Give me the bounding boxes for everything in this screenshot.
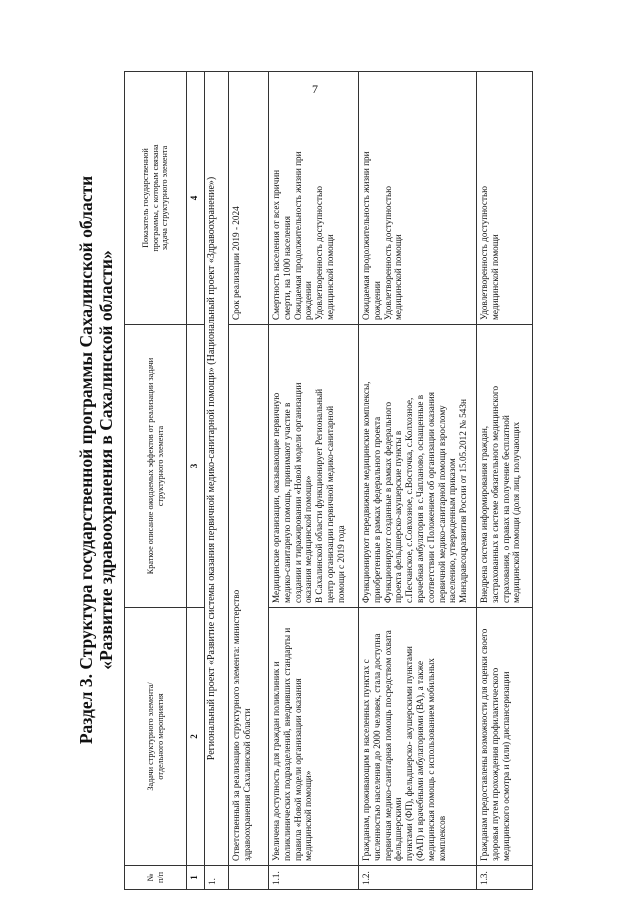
title-line-1: Раздел 3. Структура государственной программы Сахалинской области bbox=[76, 175, 96, 745]
rotated-page-content bbox=[20, 30, 620, 890]
period-text: Срок реализации 2019 - 2024 bbox=[229, 72, 269, 325]
task-cell: Гражданам, проживающим в населенных пунктах с численностью населения до 2000 человек, стала доступна первичная медико-санитарная помощь посредством охвата фельдшерскими пунктами (ФП), фельдшерско- акушерскими пунктами (ФАП) и врачебными амбулаториями (ВА), а также медицинская помощь с использованием мобильных комплексов bbox=[359, 608, 477, 866]
column-number: 3 bbox=[187, 325, 205, 608]
section-number: 1. bbox=[205, 866, 229, 890]
responsible-row bbox=[229, 72, 269, 890]
section-row bbox=[205, 72, 229, 890]
effect-cell: Внедрена система информирования граждан, застрахованных в системе обязательного медицинского страхования, о правах на получение бесплатной медицинской помощи (доля лиц, получающих bbox=[477, 325, 533, 608]
indicator-cell: Смертность населения от всех причин смерти, на 1000 населения Ожидаемая продолжительность жизни при рождении Удовлетворенность доступностью медицинской помощи bbox=[269, 72, 359, 325]
section-title bbox=[76, 30, 116, 890]
empty-cell bbox=[229, 866, 269, 890]
header-task: Задачи структурного элемента/ отдельного мероприятия bbox=[125, 608, 187, 866]
title-line-2: «Развитие здравоохранения в Сахалинской области» bbox=[96, 250, 116, 670]
table-row bbox=[269, 72, 359, 890]
header-row bbox=[125, 72, 187, 890]
task-cell: Гражданам предоставлены возможности для оценки своего здоровья путем прохождения профилактического медицинского осмотра и (или) диспансеризации bbox=[477, 608, 533, 866]
header-num: № п/п bbox=[125, 866, 187, 890]
header-indicator: Показатель государственной программы, с которым связана задача структурного элемента bbox=[125, 72, 187, 325]
effect-cell: Функционируют передвижные медицинские комплексы, приобретенные в рамках федерального проекта Функционируют созданные в рамках федерального проекта фельдшерско-акушерские пункты в с.Песчанское, с.Совхозное, с.Восточка, с.Колхозное, врачебная амбулатория в с.Чапланово, оснащенные в соответствии с Положением об организации оказания первичной медико-санитарной помощи взрослому населению, утвержденным приказом Минздравсоцразвития России от 15.05.2012 № 543н bbox=[359, 325, 477, 608]
row-number: 1.2. bbox=[359, 866, 477, 890]
page-number: 7 bbox=[312, 82, 318, 96]
task-cell: Увеличена доступность для граждан поликлиник и поликлинических подразделений, внедривших стандарты и правила «Новой модели организации оказания медицинской помощи» bbox=[269, 608, 359, 866]
section-heading: Региональный проект «Развитие системы оказания первичной медико-санитарной помощи» (Национальный проект «Здравоохранение») bbox=[205, 72, 229, 866]
row-number: 1.3. bbox=[477, 866, 533, 890]
column-number: 2 bbox=[187, 608, 205, 866]
indicator-cell: Удовлетворенность доступностью медицинской помощи bbox=[477, 72, 533, 325]
column-number: 4 bbox=[187, 72, 205, 325]
program-structure-table bbox=[124, 71, 533, 890]
table-row bbox=[359, 72, 477, 890]
header-effect: Краткое описание ожидаемых эффектов от реализации задачи структурного элемента bbox=[125, 325, 187, 608]
indicator-cell: Ожидаемая продолжительность жизни при рождении Удовлетворенность доступностью медицинской помощи bbox=[359, 72, 477, 325]
row-number: 1.1. bbox=[269, 866, 359, 890]
column-number-row bbox=[187, 72, 205, 890]
table-row bbox=[477, 72, 533, 890]
effect-cell: Медицинские организации, оказывающие первичную медико-санитарную помощь, принимают участие в создании и тиражировании «Новой модели организации оказания медицинской помощи» В Сахалинской области функционирует Региональный центр организации первичной медико-санитарной помощи с 2019 года bbox=[269, 325, 359, 608]
responsible-text: Ответственный за реализацию структурного элемента: министерство здравоохранения Сахалинской области bbox=[229, 325, 269, 866]
column-number: 1 bbox=[187, 866, 205, 890]
